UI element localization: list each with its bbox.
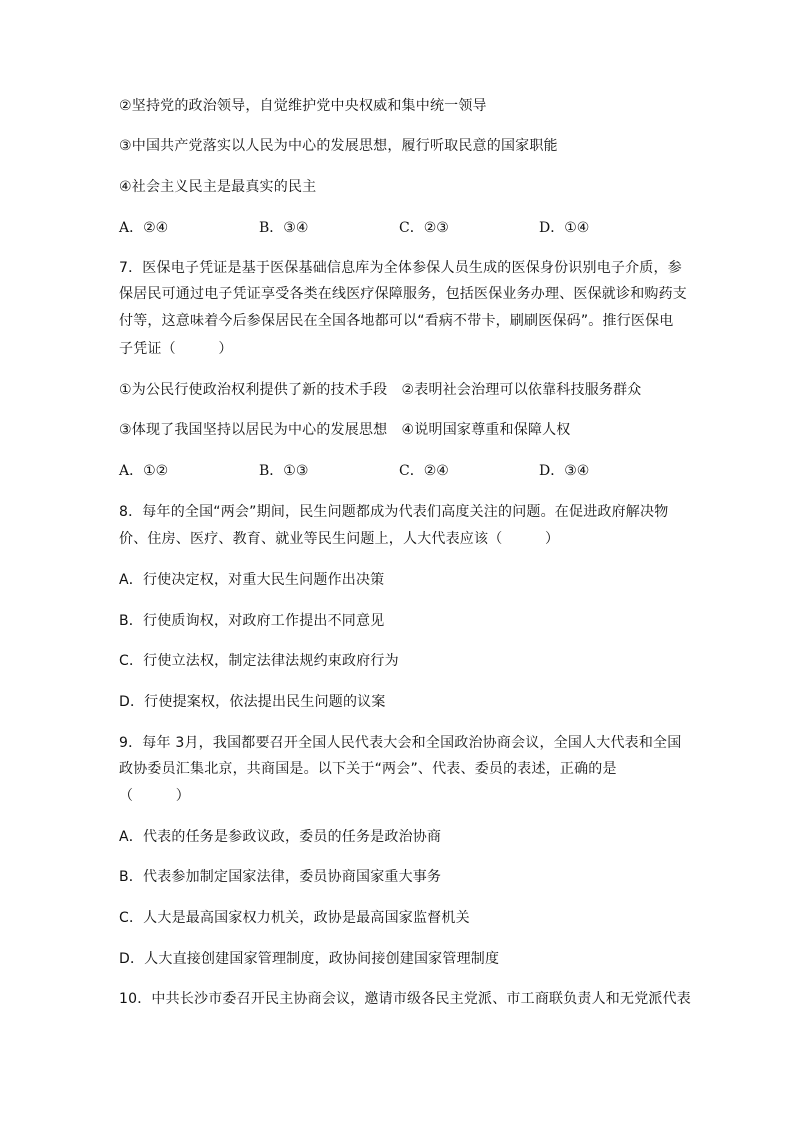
q6-statement-2: ②坚持党的政治领导，自觉维护党中央权威和集中统一领导 — [119, 98, 487, 114]
q8-option-c: C．行使立法权，制定法律法规约束政府行为 — [119, 653, 399, 669]
q6-option-c: C．②③ — [399, 220, 449, 236]
q7-statements-line-1: ①为公民行使政治权利提供了新的技术手段 ②表明社会治理可以依靠科技服务群众 — [119, 382, 642, 398]
q9-option-b: B．代表参加制定国家法律，委员协商国家重大事务 — [119, 869, 442, 885]
q10-stem-line-1: 10．中共长沙市委召开民主协商会议，邀请市级各民主党派、市工商联负责人和无党派代表 — [119, 991, 692, 1007]
q9-option-d: D．人大直接创建国家管理制度，政协间接创建国家管理制度 — [119, 951, 500, 967]
q6-statement-3: ③中国共产党落实以人民为中心的发展思想，履行听取民意的国家职能 — [119, 138, 558, 154]
q8-option-b: B．行使质询权，对政府工作提出不同意见 — [119, 613, 385, 629]
q7-stem-line-4: 子凭证（ ） — [119, 341, 233, 357]
q7-stem-line-1: 7．医保电子凭证是基于医保基础信息库为全体参保人员生成的医保身份识别电子介质，参 — [119, 260, 682, 276]
q9-stem-line-1: 9．每年 3月，我国都要召开全国人民代表大会和全国政治协商会议，全国人大代表和全国 — [119, 735, 682, 751]
q6-option-b: B．③④ — [259, 220, 309, 236]
q8-option-a: A．行使决定权，对重大民生问题作出决策 — [119, 572, 385, 588]
q6-option-d: D．①④ — [539, 220, 590, 236]
q7-statements-line-2: ③体现了我国坚持以居民为中心的发展思想 ④说明国家尊重和保障人权 — [119, 422, 571, 438]
q6-statement-4: ④社会主义民主是最真实的民主 — [119, 179, 317, 195]
q7-option-d: D．③④ — [539, 463, 590, 479]
q7-stem-line-3: 付等，这意味着今后参保居民在全国各地都可以“看病不带卡，刷刷医保码”。推行医保电 — [119, 313, 674, 329]
q7-option-b: B．①③ — [259, 463, 309, 479]
q7-option-a: A．①② — [119, 463, 169, 479]
q8-stem-line-1: 8．每年的全国“两会”期间，民生问题都成为代表们高度关注的问题。在促进政府解决物 — [119, 504, 669, 520]
q7-option-c: C．②④ — [399, 463, 449, 479]
q9-stem-line-2: 政协委员汇集北京，共商国是。以下关于“两会”、代表、委员的表述，正确的是 — [119, 761, 617, 777]
q9-stem-line-3: （ ） — [119, 788, 190, 804]
q9-option-a: A．代表的任务是参政议政，委员的任务是政治协商 — [119, 829, 442, 845]
q6-option-a: A．②④ — [119, 220, 169, 236]
q9-option-c: C．人大是最高国家权力机关，政协是最高国家监督机关 — [119, 910, 470, 926]
q7-stem-line-2: 保居民可通过电子凭证享受各类在线医疗保障服务，包括医保业务办理、医保就诊和购药支 — [119, 286, 687, 302]
q8-option-d: D．行使提案权，依法提出民生问题的议案 — [119, 694, 386, 710]
q8-stem-line-2: 价、住房、医疗、教育、就业等民生问题上，人大代表应该（ ） — [119, 531, 560, 547]
